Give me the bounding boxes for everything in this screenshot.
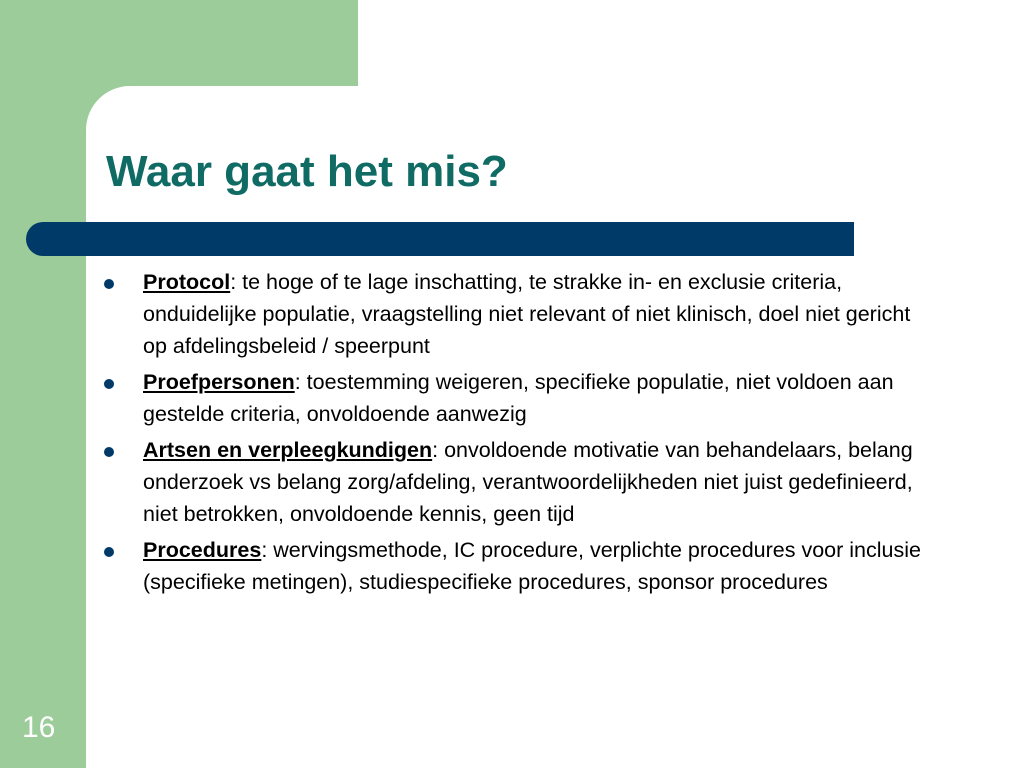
bullet-dot-icon (104, 547, 114, 557)
title-divider-bar (26, 222, 854, 256)
top-right-background (358, 0, 1024, 90)
bullet-dot-icon (104, 279, 114, 289)
bullet-item-procedures (104, 534, 924, 598)
bullet-text: : wervingsmethode, IC procedure, verplichte procedures voor inclusie (specifieke metingen), studiespecifieke procedures, sponsor procedures (143, 538, 921, 594)
bullet-list (104, 266, 924, 602)
bullet-text: : onvoldoende motivatie van behandelaars, belang onderzoek vs belang zorg/afdeling, verantwoordelijkheden niet juist gedefinieerd, niet betrokken, onvoldoende kennis, geen tijd (143, 438, 913, 526)
slide-title: Waar gaat het mis? (106, 147, 508, 196)
bullet-text: : toestemming weigeren, specifieke populatie, niet voldoen aan gestelde criteria, onvoldoende aanwezig (143, 370, 894, 426)
page-number: 16 (22, 711, 56, 744)
bullet-dot-icon (104, 447, 114, 457)
bullet-item-proefpersonen (104, 366, 924, 430)
bullet-text: : te hoge of te lage inschatting, te strakke in- en exclusie criteria, onduidelijke populatie, vraagstelling niet relevant of niet klinisch, doel niet gericht op afdelingsbeleid / speerpunt (143, 270, 911, 358)
bullet-term: Procedures (143, 538, 262, 562)
bullet-term: Proefpersonen (143, 370, 295, 394)
bullet-item-artsen (104, 434, 924, 530)
bullet-term: Protocol (143, 270, 231, 294)
bullet-dot-icon (104, 379, 114, 389)
bullet-term: Artsen en verpleegkundigen (143, 438, 433, 462)
bullet-item-protocol (104, 266, 924, 362)
